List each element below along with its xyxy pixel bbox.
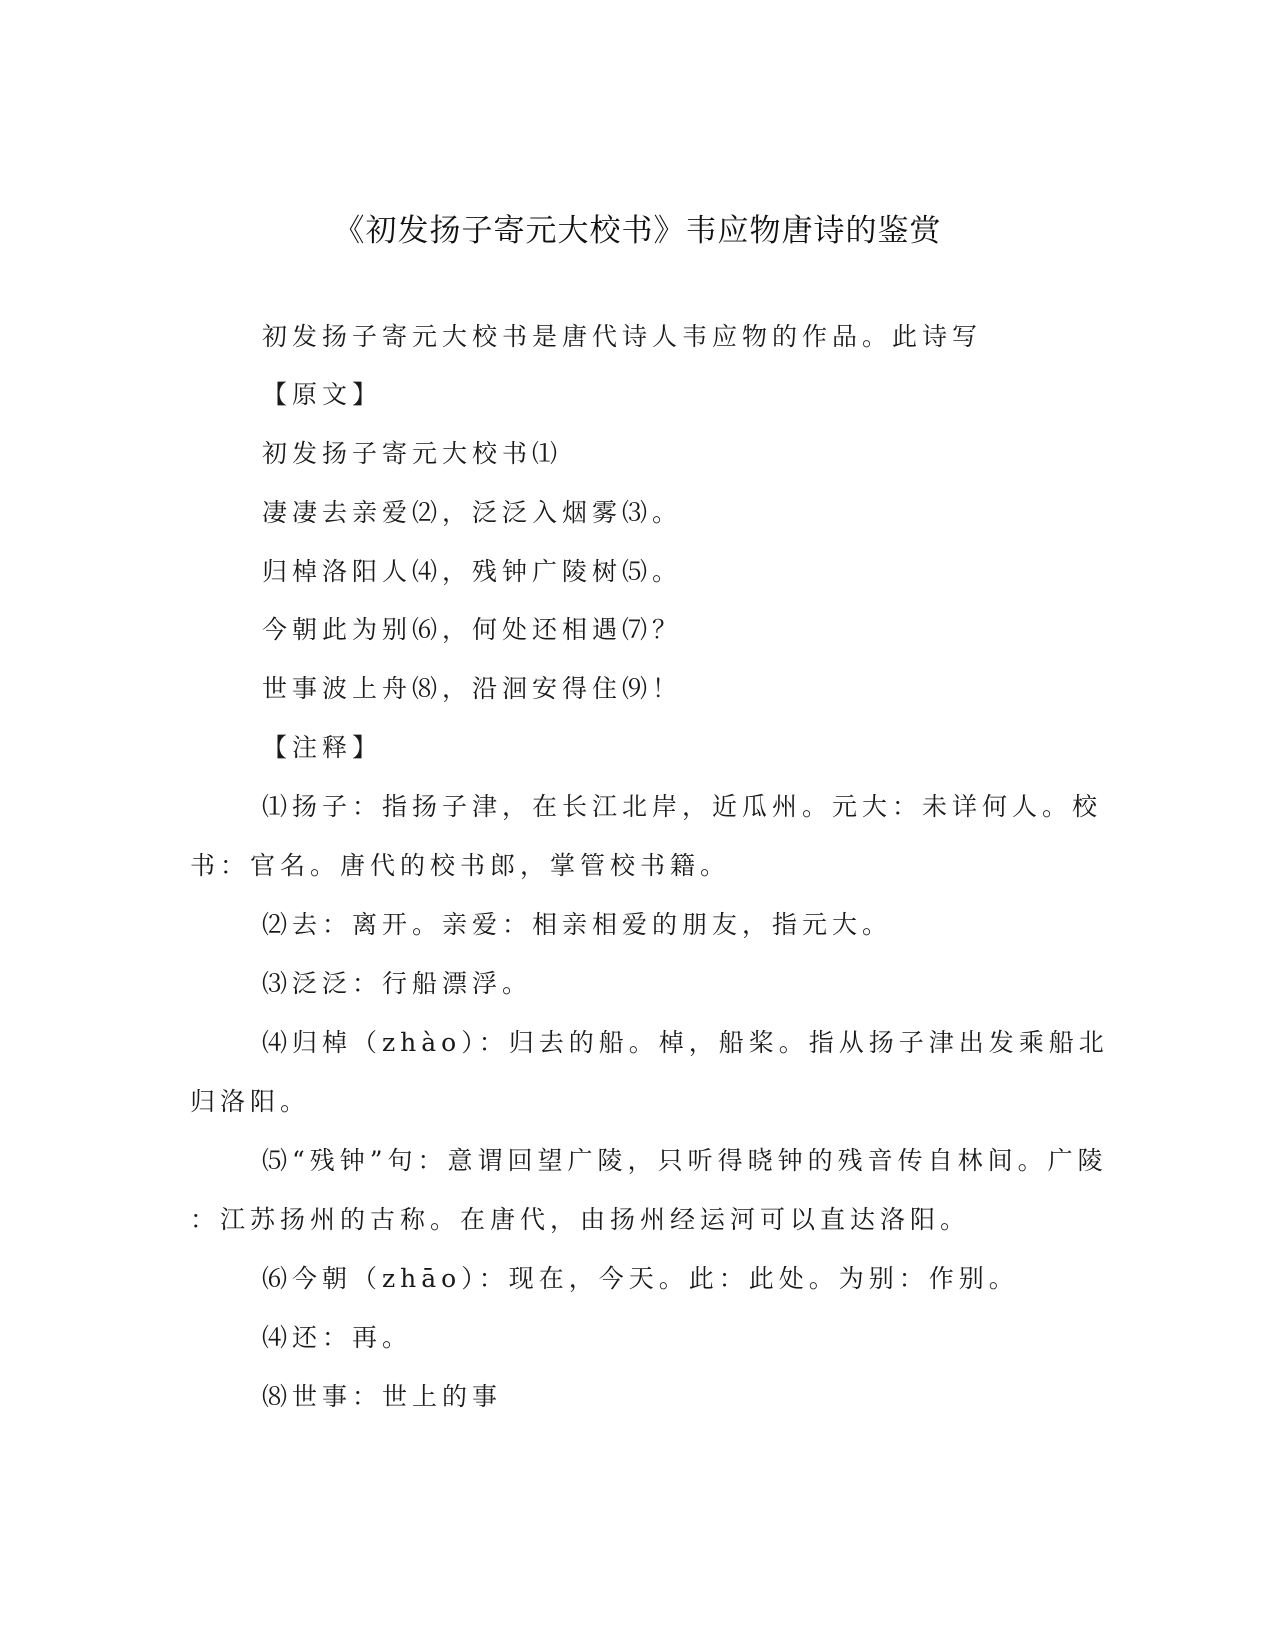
note-4-line-2: 归洛阳。 xyxy=(190,1087,311,1116)
note-1-line-2: 书：官名。唐代的校书郎，掌管校书籍。 xyxy=(190,851,731,880)
notes-heading: 【注释】 xyxy=(262,733,383,762)
poem-line-3: 今朝此为别⑹，何处还相遇⑺？ xyxy=(262,615,683,644)
intro-paragraph: 初发扬子寄元大校书是唐代诗人韦应物的作品。此诗写 xyxy=(262,322,983,351)
note-6: ⑹今朝（zhāo）：现在，今天。此：此处。为别：作别。 xyxy=(262,1264,1019,1293)
note-1-line-1: ⑴扬子：指扬子津，在长江北岸，近瓜州。元大：未详何人。校 xyxy=(262,792,1103,821)
note-7: ⑷还：再。 xyxy=(262,1323,413,1352)
note-5-line-2: ：江苏扬州的古称。在唐代，由扬州经运河可以直达洛阳。 xyxy=(190,1205,971,1234)
note-4-line-1: ⑷归棹（zhào）：归去的船。棹，船桨。指从扬子津出发乘船北 xyxy=(262,1028,1109,1057)
poem-line-4: 世事波上舟⑻，沿洄安得住⑼！ xyxy=(262,674,683,703)
poem-line-2: 归棹洛阳人⑷，残钟广陵树⑸。 xyxy=(262,557,683,586)
page-title: 《初发扬子寄元大校书》韦应物唐诗的鉴赏 xyxy=(333,213,942,249)
poem-title: 初发扬子寄元大校书⑴ xyxy=(262,439,563,468)
note-8: ⑻世事：世上的事 xyxy=(262,1382,503,1411)
note-2: ⑵去：离开。亲爱：相亲相爱的朋友，指元大。 xyxy=(262,910,893,939)
original-heading: 【原文】 xyxy=(262,380,383,409)
poem-line-1: 凄凄去亲爱⑵，泛泛入烟雾⑶。 xyxy=(262,498,683,527)
note-3: ⑶泛泛：行船漂浮。 xyxy=(262,969,533,998)
note-5-line-1: ⑸“残钟”句：意谓回望广陵，只听得晓钟的残音传自林间。广陵 xyxy=(262,1146,1108,1175)
